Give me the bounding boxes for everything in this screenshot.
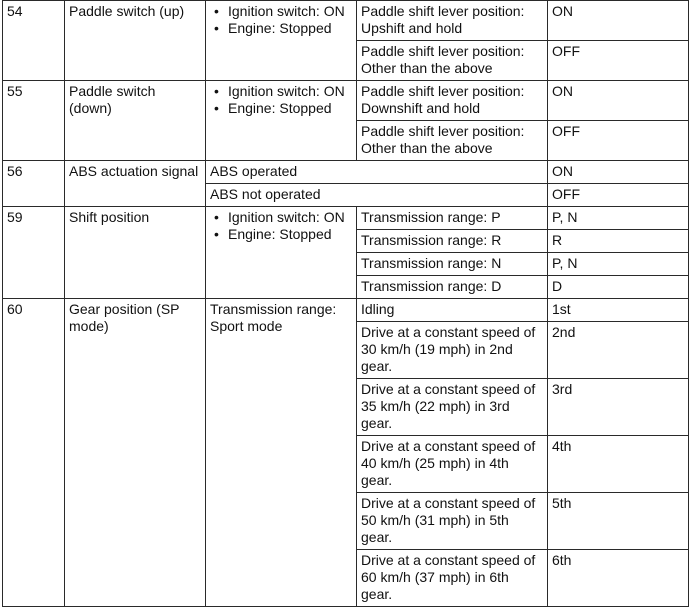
condition-list-item: • Ignition switch: ON — [210, 3, 352, 20]
state-condition-cell: ABS not operated — [206, 184, 548, 207]
value-cell: 3rd — [548, 379, 689, 436]
value-cell: 6th — [548, 550, 689, 607]
table-row — [3, 161, 689, 184]
item-number-cell: 56 — [3, 161, 65, 207]
condition-list-item: • Engine: Stopped — [210, 20, 352, 37]
value-cell: 4th — [548, 436, 689, 493]
state-condition-cell: Transmission range: N — [357, 253, 548, 276]
value-cell: OFF — [548, 41, 689, 81]
state-condition-cell: Drive at a constant speed of 60 km/h (37 mph) in 6th gear. — [357, 550, 548, 607]
value-cell: OFF — [548, 121, 689, 161]
state-condition-cell: Paddle shift lever position: Upshift and hold — [357, 1, 548, 41]
value-cell: P, N — [548, 253, 689, 276]
condition-list-item: • Ignition switch: ON — [210, 83, 352, 100]
condition-list-item: • Engine: Stopped — [210, 226, 352, 243]
state-condition-cell: Transmission range: D — [357, 276, 548, 299]
condition-cell: Transmission range: Sport mode — [206, 299, 357, 607]
item-number-cell: 59 — [3, 207, 65, 299]
condition-cell — [206, 207, 357, 299]
condition-list-item: • Ignition switch: ON — [210, 209, 352, 226]
table-row — [3, 207, 689, 230]
state-condition-cell: Paddle shift lever position: Other than the above — [357, 41, 548, 81]
value-cell: 2nd — [548, 322, 689, 379]
value-cell: D — [548, 276, 689, 299]
item-number-cell: 60 — [3, 299, 65, 607]
condition-list — [210, 83, 352, 117]
value-cell: ON — [548, 161, 689, 184]
item-number-cell: 55 — [3, 81, 65, 161]
state-condition-cell: Idling — [357, 299, 548, 322]
condition-list — [210, 209, 352, 243]
value-cell: OFF — [548, 184, 689, 207]
state-condition-cell: Paddle shift lever position: Downshift and hold — [357, 81, 548, 121]
value-cell: P, N — [548, 207, 689, 230]
state-condition-cell: ABS operated — [206, 161, 548, 184]
table-row — [3, 81, 689, 121]
state-condition-cell: Drive at a constant speed of 30 km/h (19 mph) in 2nd gear. — [357, 322, 548, 379]
item-name-cell: Shift position — [65, 207, 206, 299]
state-condition-cell: Transmission range: R — [357, 230, 548, 253]
item-name-cell: Paddle switch (up) — [65, 1, 206, 81]
state-condition-cell: Drive at a constant speed of 35 km/h (22 mph) in 3rd gear. — [357, 379, 548, 436]
condition-cell — [206, 81, 357, 161]
value-cell: ON — [548, 1, 689, 41]
table-row — [3, 1, 689, 41]
item-name-cell: Paddle switch (down) — [65, 81, 206, 161]
condition-list-item: • Engine: Stopped — [210, 100, 352, 117]
state-condition-cell: Drive at a constant speed of 40 km/h (25 mph) in 4th gear. — [357, 436, 548, 493]
state-condition-cell: Paddle shift lever position: Other than the above — [357, 121, 548, 161]
state-condition-cell: Transmission range: P — [357, 207, 548, 230]
state-condition-cell: Drive at a constant speed of 50 km/h (31 mph) in 5th gear. — [357, 493, 548, 550]
item-name-cell: Gear position (SP mode) — [65, 299, 206, 607]
condition-cell — [206, 1, 357, 81]
value-cell: 1st — [548, 299, 689, 322]
value-cell: R — [548, 230, 689, 253]
value-cell: ON — [548, 81, 689, 121]
specification-table — [2, 0, 689, 607]
value-cell: 5th — [548, 493, 689, 550]
item-name-cell: ABS actuation signal — [65, 161, 206, 207]
item-number-cell: 54 — [3, 1, 65, 81]
table-row — [3, 299, 689, 322]
condition-list — [210, 3, 352, 37]
